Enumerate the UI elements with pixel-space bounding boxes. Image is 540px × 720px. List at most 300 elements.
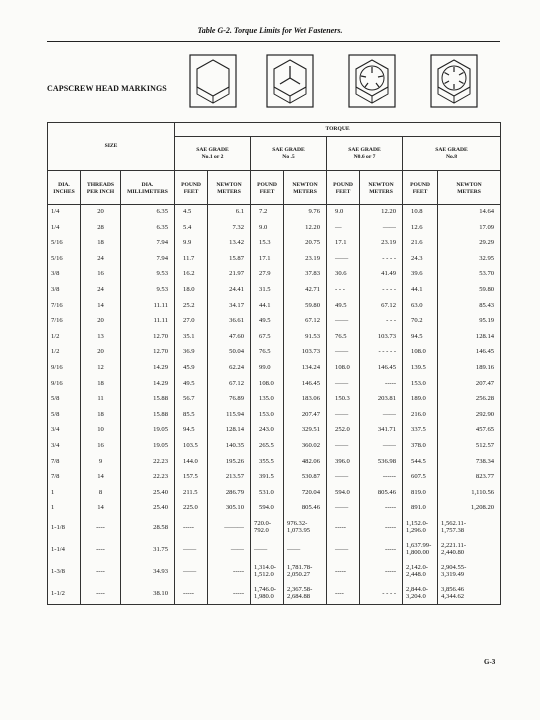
column-header: THREADS PER INCH [81, 171, 121, 205]
table-row [48, 454, 501, 470]
table-cell: 34.17 [208, 298, 251, 314]
table-cell: 14.64 [438, 205, 501, 221]
table-cell: 146.45 [360, 360, 403, 376]
column-header: NEWTON METERS [284, 171, 327, 205]
hex-head-6-radial-marks-icon [430, 54, 478, 108]
table-cell: 9.0 [251, 220, 284, 236]
table-cell: - - - [360, 314, 403, 330]
table-cell: 22.23 [121, 454, 175, 470]
table-cell: —— [360, 438, 403, 454]
table-cell: 38.10 [121, 582, 175, 604]
table-cell: 720.04 [284, 485, 327, 501]
torque-limits-table [47, 122, 501, 605]
table-cell: 7.32 [208, 220, 251, 236]
table-cell: 3/8 [48, 282, 81, 298]
table-cell: 108.0 [327, 360, 360, 376]
table-cell: 146.45 [284, 376, 327, 392]
table-cell: 482.06 [284, 454, 327, 470]
grade-header-6-7: SAE GRADE N0.6 or 7 [327, 137, 403, 171]
table-cell: 207.47 [284, 407, 327, 423]
column-header: NEWTON METERS [438, 171, 501, 205]
table-cell: 5/8 [48, 392, 81, 408]
table-cell: 10.8 [403, 205, 438, 221]
table-cell: 32.95 [438, 251, 501, 267]
table-cell: 20 [81, 314, 121, 330]
table-cell: 95.19 [438, 314, 501, 330]
table-cell: 18.0 [175, 282, 208, 298]
hex-head-3-radial-marks-icon [266, 54, 314, 108]
table-cell: 23.19 [284, 251, 327, 267]
table-cell: 76.5 [327, 329, 360, 345]
table-cell: —— [327, 470, 360, 486]
table-cell: 27.9 [251, 267, 284, 283]
table-cell: ——— [208, 516, 251, 538]
table-cell: 20 [81, 345, 121, 361]
table-cell: 891.0 [403, 501, 438, 517]
table-cell: 396.0 [327, 454, 360, 470]
table-cell: 531.0 [251, 485, 284, 501]
table-cell: 9/16 [48, 376, 81, 392]
table-cell: 1,208.20 [438, 501, 501, 517]
table-cell: 28.58 [121, 516, 175, 538]
table-cell: 17.1 [327, 236, 360, 252]
table-cell: 189.0 [403, 392, 438, 408]
table-cell: - - - [327, 282, 360, 298]
table-cell: 103.73 [360, 329, 403, 345]
table-cell: 12.20 [284, 220, 327, 236]
table-cell: 67.5 [251, 329, 284, 345]
table-cell: 7.94 [121, 236, 175, 252]
table-cell: 6.1 [208, 205, 251, 221]
table-cell: 378.0 [403, 438, 438, 454]
table-cell: 45.9 [175, 360, 208, 376]
table-cell: 14 [81, 298, 121, 314]
table-row [48, 298, 501, 314]
table-cell: 1/4 [48, 205, 81, 221]
column-header: DIA. INCHES [48, 171, 81, 205]
table-cell: 53.70 [438, 267, 501, 283]
table-cell: - - - - [360, 282, 403, 298]
table-cell: 56.7 [175, 392, 208, 408]
table-cell: ---- [327, 582, 360, 604]
table-cell: 20.75 [284, 236, 327, 252]
column-header: NEWTON METERS [360, 171, 403, 205]
table-row [48, 538, 501, 560]
table-cell: 49.5 [175, 376, 208, 392]
table-cell: ------ [360, 470, 403, 486]
table-cell: ---- [81, 582, 121, 604]
table-cell: 23.19 [360, 236, 403, 252]
table-cell: 1-1/4 [48, 538, 81, 560]
table-row [48, 282, 501, 298]
table-cell: 1,781.78- 2,050.27 [284, 560, 327, 582]
table-cell: 2,221.11- 2,440.80 [438, 538, 501, 560]
table-cell: 7/16 [48, 298, 81, 314]
table-cell: —— [208, 538, 251, 560]
table-cell: 13.42 [208, 236, 251, 252]
column-header: DIA. MILLIMETERS [121, 171, 175, 205]
table-row [48, 582, 501, 604]
table-cell: 189.16 [438, 360, 501, 376]
table-row [48, 438, 501, 454]
table-cell: 24 [81, 282, 121, 298]
column-header: POUND FEET [403, 171, 438, 205]
table-cell: —— [327, 345, 360, 361]
table-cell: 103.73 [284, 345, 327, 361]
table-cell: 49.5 [251, 314, 284, 330]
table-cell: 1-1/8 [48, 516, 81, 538]
table-cell: - - - - [360, 251, 403, 267]
table-cell: 355.5 [251, 454, 284, 470]
table-cell: 19.05 [121, 423, 175, 439]
table-cell: 6.35 [121, 220, 175, 236]
table-cell: 3/4 [48, 438, 81, 454]
table-cell: 6.35 [121, 205, 175, 221]
table-cell: 2,367.58- 2,684.88 [284, 582, 327, 604]
table-cell: 24.41 [208, 282, 251, 298]
table-cell: 34.93 [121, 560, 175, 582]
table-cell: 63.0 [403, 298, 438, 314]
table-cell: 9.9 [175, 236, 208, 252]
table-row [48, 220, 501, 236]
table-title: Table G-2. Torque Limits for Wet Fasteners. [197, 26, 343, 35]
table-cell: 305.10 [208, 501, 251, 517]
size-header: SIZE [48, 123, 175, 171]
table-cell: 823.77 [438, 470, 501, 486]
column-header: POUND FEET [251, 171, 284, 205]
table-cell: 15.3 [251, 236, 284, 252]
table-cell: 1-1/2 [48, 582, 81, 604]
table-cell: - - - - [360, 582, 403, 604]
table-cell: 108.0 [251, 376, 284, 392]
table-cell: 1,746.0- 1,980.0 [251, 582, 284, 604]
table-cell: 1/2 [48, 345, 81, 361]
table-cell: ----- [208, 560, 251, 582]
table-cell: 99.0 [251, 360, 284, 376]
table-row [48, 516, 501, 538]
table-cell: 4.5 [175, 205, 208, 221]
capscrew-head-markings-label: CAPSCREW HEAD MARKINGS [47, 84, 167, 93]
table-cell: 29.29 [438, 236, 501, 252]
table-cell: —— [327, 438, 360, 454]
table-cell: 536.98 [360, 454, 403, 470]
table-cell: 42.71 [284, 282, 327, 298]
table-cell: 49.5 [327, 298, 360, 314]
table-cell: - - - - - [360, 345, 403, 361]
grade-header-5: SAE GRADE No .5 [251, 137, 327, 171]
table-cell: 7.2 [251, 205, 284, 221]
table-cell: 15.88 [121, 392, 175, 408]
table-row [48, 360, 501, 376]
table-row [48, 392, 501, 408]
table-cell: —— [327, 251, 360, 267]
table-cell: 12.20 [360, 205, 403, 221]
table-cell: 3/4 [48, 423, 81, 439]
table-cell: 5/16 [48, 236, 81, 252]
title-rule [47, 41, 500, 42]
table-cell: 805.46 [284, 501, 327, 517]
table-cell: 25.40 [121, 501, 175, 517]
table-cell: 85.43 [438, 298, 501, 314]
page-number: G-3 [484, 658, 496, 666]
table-cell: 607.5 [403, 470, 438, 486]
table-cell: 12.6 [403, 220, 438, 236]
table-cell: 24 [81, 251, 121, 267]
table-cell: 15.87 [208, 251, 251, 267]
table-row [48, 329, 501, 345]
table-cell: 25.40 [121, 485, 175, 501]
table-cell: 14.29 [121, 376, 175, 392]
table-cell: 76.89 [208, 392, 251, 408]
table-cell: 108.0 [403, 345, 438, 361]
table-cell: 1-3/8 [48, 560, 81, 582]
table-cell: 329.51 [284, 423, 327, 439]
table-cell: 5/8 [48, 407, 81, 423]
table-cell: 16.2 [175, 267, 208, 283]
table-cell: 7/8 [48, 470, 81, 486]
table-cell: 243.0 [251, 423, 284, 439]
table-row [48, 251, 501, 267]
table-cell: 360.02 [284, 438, 327, 454]
table-cell: 36.61 [208, 314, 251, 330]
table-cell: 76.5 [251, 345, 284, 361]
table-cell: 12.70 [121, 329, 175, 345]
table-cell: 5.4 [175, 220, 208, 236]
table-cell: 252.0 [327, 423, 360, 439]
table-cell: —— [327, 538, 360, 560]
table-cell: 976.32- 1,073.95 [284, 516, 327, 538]
table-cell: ----- [360, 538, 403, 560]
table-cell: 530.87 [284, 470, 327, 486]
table-row [48, 236, 501, 252]
table-cell: 512.57 [438, 438, 501, 454]
table-row [48, 485, 501, 501]
grade-header-8: SAE GRADE No.8 [403, 137, 501, 171]
table-cell: 2,904.55- 3,319.49 [438, 560, 501, 582]
table-cell: 21.97 [208, 267, 251, 283]
table-cell: 341.71 [360, 423, 403, 439]
table-cell: 31.5 [251, 282, 284, 298]
table-cell: 20 [81, 205, 121, 221]
table-cell: 11.7 [175, 251, 208, 267]
table-cell: 67.12 [208, 376, 251, 392]
table-cell: 207.47 [438, 376, 501, 392]
table-row [48, 501, 501, 517]
table-cell: 140.35 [208, 438, 251, 454]
table-cell: 805.46 [360, 485, 403, 501]
table-cell: 50.04 [208, 345, 251, 361]
table-cell: ----- [175, 516, 208, 538]
table-cell: 286.79 [208, 485, 251, 501]
table-cell: 203.81 [360, 392, 403, 408]
table-cell: 36.9 [175, 345, 208, 361]
table-cell: 128.14 [208, 423, 251, 439]
table-cell: —— [327, 376, 360, 392]
table-cell: 44.1 [403, 282, 438, 298]
table-cell: 594.0 [251, 501, 284, 517]
table-cell: 47.60 [208, 329, 251, 345]
table-cell: —— [175, 560, 208, 582]
table-row [48, 345, 501, 361]
table-cell: 16 [81, 267, 121, 283]
table-cell: 15.88 [121, 407, 175, 423]
table-cell: 391.5 [251, 470, 284, 486]
grade-header-1-2: SAE GRADE No.1 or 2 [175, 137, 251, 171]
table-cell: 3,856.46 4,344.62 [438, 582, 501, 604]
table-row [48, 376, 501, 392]
table-cell: 28 [81, 220, 121, 236]
table-cell: 594.0 [327, 485, 360, 501]
table-cell: 9.53 [121, 282, 175, 298]
table-cell: 9 [81, 454, 121, 470]
table-cell: 819.0 [403, 485, 438, 501]
torque-header: TORQUE [175, 123, 501, 137]
table-cell: ----- [208, 582, 251, 604]
table-cell: 67.12 [284, 314, 327, 330]
table-cell: 39.6 [403, 267, 438, 283]
hex-head-no-marks-icon [189, 54, 237, 108]
table-cell: 44.1 [251, 298, 284, 314]
table-cell: 256.28 [438, 392, 501, 408]
table-cell: 457.65 [438, 423, 501, 439]
table-cell: 11.11 [121, 314, 175, 330]
table-cell: 153.0 [403, 376, 438, 392]
table-cell: ---- [81, 516, 121, 538]
table-cell: 211.5 [175, 485, 208, 501]
table-cell: —— [175, 538, 208, 560]
table-cell: 18 [81, 407, 121, 423]
table-cell: 265.5 [251, 438, 284, 454]
table-cell: 146.45 [438, 345, 501, 361]
table-cell: 2,142.0- 2,448.0 [403, 560, 438, 582]
table-cell: 31.75 [121, 538, 175, 560]
table-cell: 157.5 [175, 470, 208, 486]
table-cell: 22.23 [121, 470, 175, 486]
table-cell: 30.6 [327, 267, 360, 283]
table-cell: — [327, 220, 360, 236]
table-cell: 18 [81, 236, 121, 252]
table-cell: 13 [81, 329, 121, 345]
table-cell: —— [360, 407, 403, 423]
table-cell: 720.0- 792.0 [251, 516, 284, 538]
table-cell: 18 [81, 376, 121, 392]
table-cell: —— [327, 407, 360, 423]
table-cell: 292.90 [438, 407, 501, 423]
table-row [48, 267, 501, 283]
table-cell: 9/16 [48, 360, 81, 376]
table-cell: ----- [360, 516, 403, 538]
table-cell: 12.70 [121, 345, 175, 361]
table-cell: 1/2 [48, 329, 81, 345]
table-cell: ----- [175, 582, 208, 604]
table-cell: 139.5 [403, 360, 438, 376]
table-cell: 9.76 [284, 205, 327, 221]
table-row [48, 407, 501, 423]
table-cell: 103.5 [175, 438, 208, 454]
table-cell: 70.2 [403, 314, 438, 330]
table-row [48, 470, 501, 486]
table-cell: 8 [81, 485, 121, 501]
table-cell: —— [327, 501, 360, 517]
table-cell: ----- [360, 501, 403, 517]
table-cell: 37.83 [284, 267, 327, 283]
table-cell: 1,562.11- 1,757.38 [438, 516, 501, 538]
column-header: POUND FEET [175, 171, 208, 205]
table-cell: 216.0 [403, 407, 438, 423]
column-header: NEWTON METERS [208, 171, 251, 205]
table-cell: 11.11 [121, 298, 175, 314]
table-cell: 17.09 [438, 220, 501, 236]
table-cell: 7/8 [48, 454, 81, 470]
table-cell: 41.49 [360, 267, 403, 283]
table-cell: 14.29 [121, 360, 175, 376]
table-cell: 1,314.0- 1,512.0 [251, 560, 284, 582]
table-cell: —— [360, 220, 403, 236]
table-cell: 1 [48, 485, 81, 501]
table-cell: 21.6 [403, 236, 438, 252]
table-cell: 153.0 [251, 407, 284, 423]
table-row [48, 205, 501, 221]
table-cell: 183.06 [284, 392, 327, 408]
table-cell: 2,844.0- 3,204.0 [403, 582, 438, 604]
table-cell: 67.12 [360, 298, 403, 314]
table-cell: 7.94 [121, 251, 175, 267]
table-cell: 27.0 [175, 314, 208, 330]
table-row [48, 314, 501, 330]
table-cell: —— [327, 314, 360, 330]
table-cell: ----- [360, 376, 403, 392]
table-cell: 91.53 [284, 329, 327, 345]
table-cell: 195.26 [208, 454, 251, 470]
table-cell: 1,152.0- 1,296.0 [403, 516, 438, 538]
table-cell: 544.5 [403, 454, 438, 470]
table-cell: 10 [81, 423, 121, 439]
table-cell: ----- [360, 560, 403, 582]
table-row [48, 423, 501, 439]
table-cell: 62.24 [208, 360, 251, 376]
table-cell: 5/16 [48, 251, 81, 267]
table-cell: 24.3 [403, 251, 438, 267]
table-cell: 144.0 [175, 454, 208, 470]
table-cell: 1 [48, 501, 81, 517]
table-cell: 25.2 [175, 298, 208, 314]
table-cell: 134.24 [284, 360, 327, 376]
table-cell: 85.5 [175, 407, 208, 423]
table-cell: 225.0 [175, 501, 208, 517]
table-cell: 16 [81, 438, 121, 454]
table-cell: 738.34 [438, 454, 501, 470]
table-row [48, 560, 501, 582]
column-header: POUND FEET [327, 171, 360, 205]
table-cell: 35.1 [175, 329, 208, 345]
table-cell: 213.57 [208, 470, 251, 486]
table-cell: 59.80 [438, 282, 501, 298]
table-cell: 94.5 [403, 329, 438, 345]
table-cell: 337.5 [403, 423, 438, 439]
table-cell: 1,637.99- 1,800.00 [403, 538, 438, 560]
table-cell: 59.80 [284, 298, 327, 314]
table-cell: 150.3 [327, 392, 360, 408]
table-cell: 14 [81, 470, 121, 486]
table-cell: 9.0 [327, 205, 360, 221]
table-cell: —— [284, 538, 327, 560]
table-cell: 135.0 [251, 392, 284, 408]
table-cell: 17.1 [251, 251, 284, 267]
table-cell: ---- [81, 560, 121, 582]
hex-head-5-radial-marks-icon [348, 54, 396, 108]
table-cell: 1/4 [48, 220, 81, 236]
table-cell: 1,110.56 [438, 485, 501, 501]
